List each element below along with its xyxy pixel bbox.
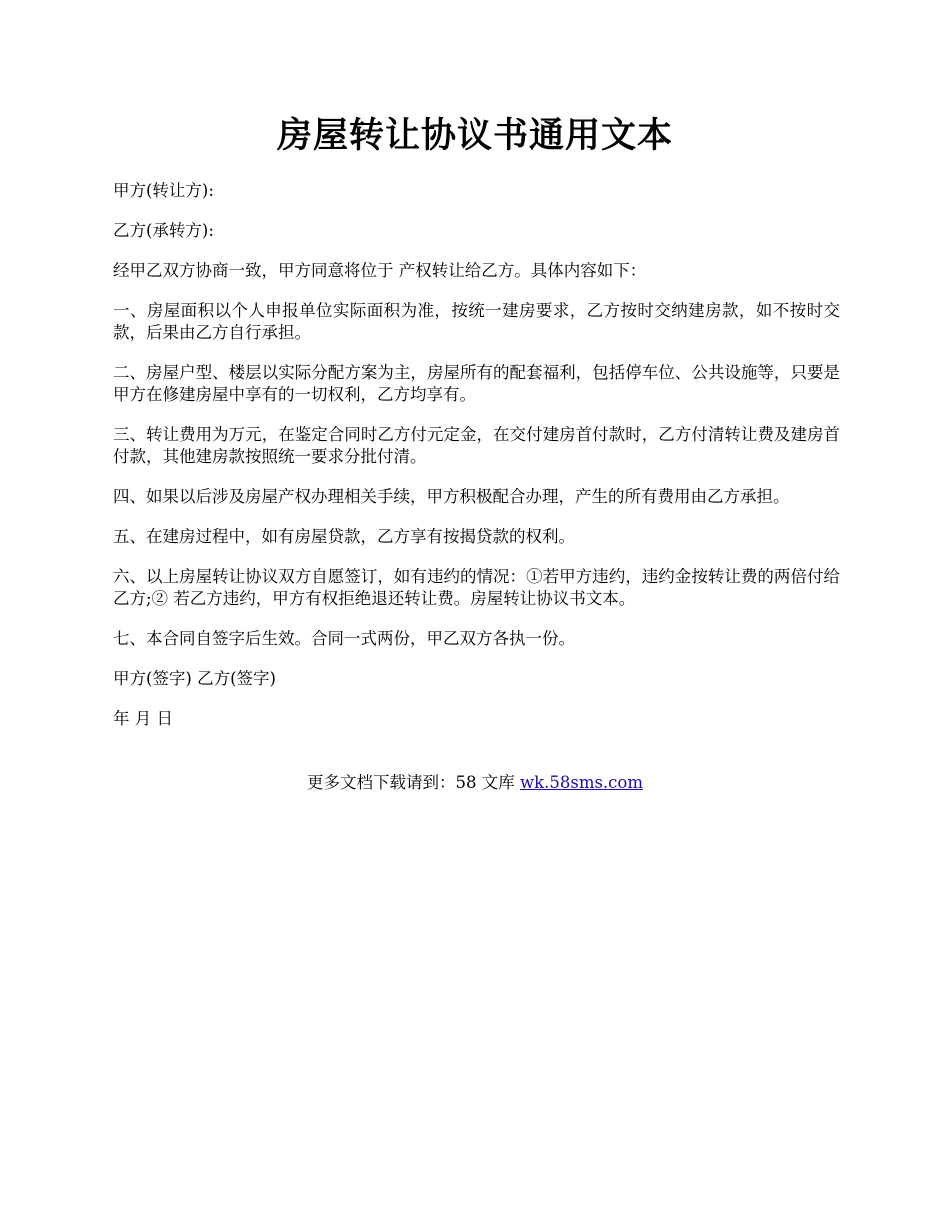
document-body <box>113 180 840 748</box>
clause-7: 七、本合同自签字后生效。合同一式两份，甲乙双方各执一份。 <box>113 629 575 648</box>
party-b-line: 乙方(承转方): <box>113 221 214 240</box>
footer-prefix: 更多文档下载请到：58 文库 <box>306 773 520 792</box>
intro-paragraph: 经甲乙双方协商一致，甲方同意将位于 产权转让给乙方。具体内容如下： <box>113 261 647 280</box>
clause-3: 三、转让费用为万元，在鉴定合同时乙方付元定金，在交付建房首付款时，乙方付清转让费及建房首付款，其他建房款按照统一要求分批付清。 <box>113 425 840 466</box>
date-line: 年 月 日 <box>113 709 173 728</box>
footer-link[interactable]: wk.58sms.com <box>519 773 643 792</box>
document-title: 房屋转让协议书通用文本 <box>276 115 673 156</box>
party-a-line: 甲方(转让方): <box>113 181 214 200</box>
clause-4: 四、如果以后涉及房屋产权办理相关手续，甲方积极配合办理，产生的所有费用由乙方承担。 <box>113 487 790 506</box>
clause-2: 二、房屋户型、楼层以实际分配方案为主，房屋所有的配套福利，包括停车位、公共设施等，只要是甲方在修建房屋中享有的一切权利，乙方均享有。 <box>113 363 840 404</box>
clause-6: 六、以上房屋转让协议双方自愿签订，如有违约的情况：①若甲方违约，违约金按转让费的两倍付给乙方;② 若乙方违约，甲方有权拒绝退还转让费。房屋转让协议书文本。 <box>113 567 840 608</box>
clause-5: 五、在建房过程中，如有房屋贷款，乙方享有按揭贷款的权利。 <box>113 527 575 546</box>
download-footer <box>0 772 950 794</box>
signature-line: 甲方(签字) 乙方(签字) <box>113 669 276 688</box>
clause-1: 一、房屋面积以个人申报单位实际面积为准，按统一建房要求，乙方按时交纳建房款，如不按时交款，后果由乙方自行承担。 <box>113 301 840 342</box>
